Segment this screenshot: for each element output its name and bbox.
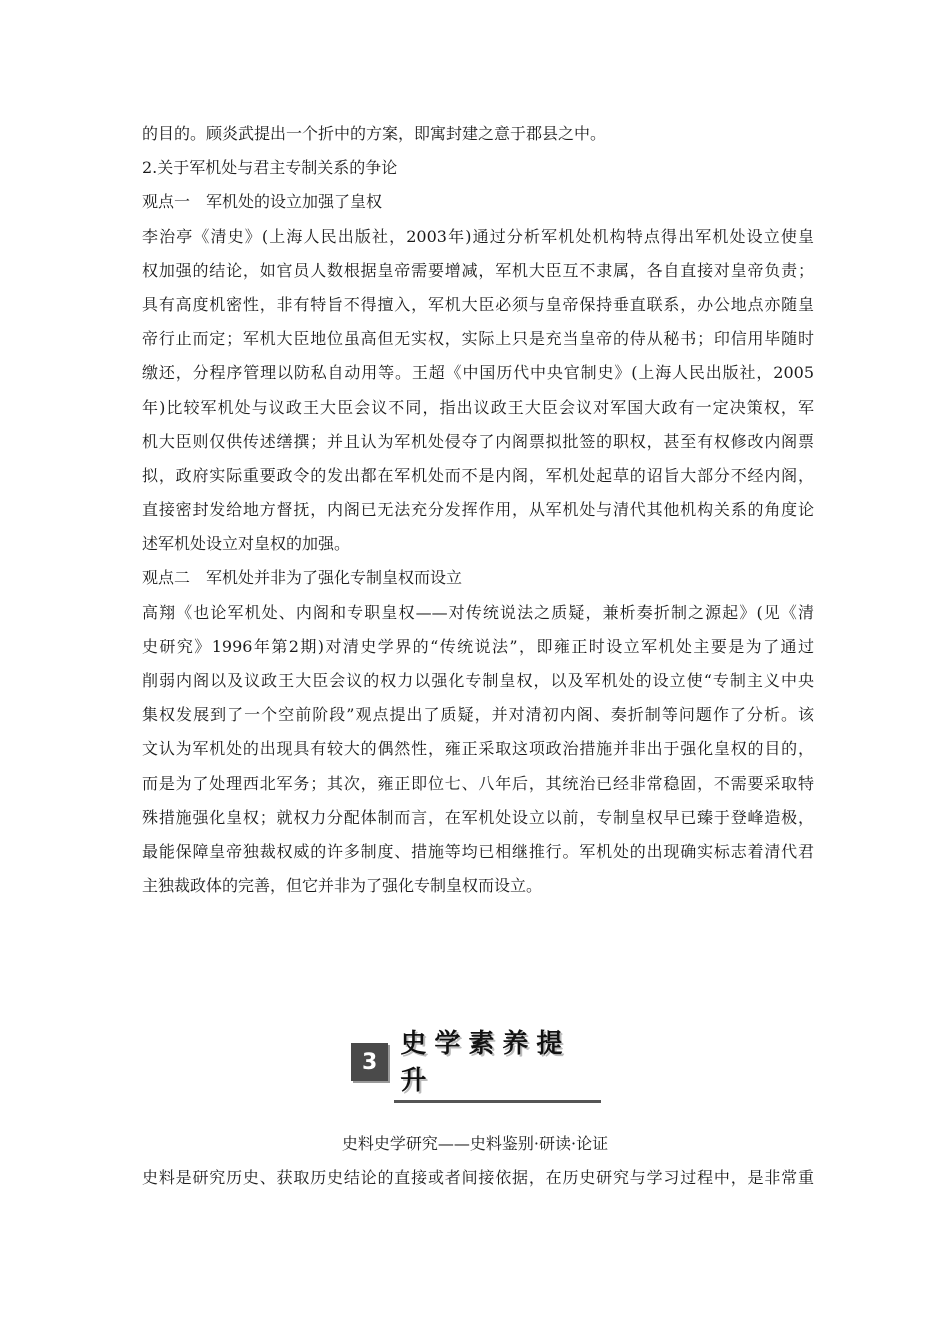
paragraph-line: 帝行止而定；军机大臣地位虽高但无实权，实际上只是充当皇帝的侍从秘书；印信用毕随时 <box>142 329 814 349</box>
paragraph-line: 文认为军机处的出现具有较大的偶然性，雍正采取这项政治措施并非出于强化皇权的目的， <box>142 739 814 759</box>
paragraph-line: 具有高度机密性，非有特旨不得擅入，军机大臣必须与皇帝保持垂直联系，办公地点亦随皇 <box>142 294 814 314</box>
paragraph-line: 的目的。顾炎武提出一个折中的方案，即寓封建之意于郡县之中。 <box>142 124 607 143</box>
paragraph-line: 李治亭《清史》(上海人民出版社，2003年)通过分析军机处机构特点得出军机处设立使皇 <box>142 226 814 246</box>
paragraph-line: 最能保障皇帝独裁权威的许多制度、措施等均已相继推行。军机处的出现确实标志着清代君 <box>142 841 814 861</box>
paragraph-line: 殊措施强化皇权；就权力分配体制而言，在军机处设立以前，专制皇权早已臻于登峰造极， <box>142 807 814 827</box>
paragraph-line: 而是为了处理西北军务；其次，雍正即位七、八年后，其统治已经非常稳固，不需要采取特 <box>142 773 814 793</box>
paragraph-line: 集权发展到了一个空前阶段”观点提出了质疑，并对清初内阁、奏折制等问题作了分析。该 <box>142 705 814 725</box>
paragraph-line: 年)比较军机处与议政王大臣会议不同，指出议政王大臣会议对军国大政有一定决策权，军 <box>142 397 814 417</box>
section-banner-title: 史学素养提升 <box>400 1023 601 1101</box>
viewpoint-heading: 观点二 军机处并非为了强化专制皇权而设立 <box>142 568 463 588</box>
body-text <box>142 124 814 910</box>
paragraph-line: 削弱内阁以及议政王大臣会议的权力以强化专制皇权，以及军机处的设立使“专制主义中央 <box>142 671 814 690</box>
section-heading: 2.关于军机处与君主专制关系的争论 <box>142 158 398 178</box>
paragraph-line: 主独裁政体的完善，但它并非为了强化专制皇权而设立。 <box>142 876 543 896</box>
paragraph-line: 高翔《也论军机处、内阁和专职皇权——对传统说法之质疑，兼析奏折制之源起》(见《清 <box>142 602 814 622</box>
paragraph-line: 权加强的结论，如官员人数根据皇帝需要增减，军机大臣互不隶属，各自直接对皇帝负责； <box>142 260 814 280</box>
paragraph-line: 述军机处设立对皇权的加强。 <box>142 534 351 554</box>
sub-heading: 史料史学研究——史料鉴别·研读·论证 <box>341 1134 609 1153</box>
paragraph-line: 拟，政府实际重要政令的发出都在军机处而不是内阁，军机处起草的诏旨大部分不经内阁， <box>142 465 814 485</box>
section-number-badge: 3 <box>351 1043 388 1081</box>
section-banner <box>351 1029 601 1096</box>
paragraph-line: 史研究》1996年第2期)对清史学界的“传统说法”，即雍正时设立军机处主要是为了通过 <box>142 636 814 656</box>
paragraph-line: 史料是研究历史、获取历史结论的直接或者间接依据，在历史研究与学习过程中，是非常重 <box>142 1168 814 1187</box>
viewpoint-heading: 观点一 军机处的设立加强了皇权 <box>142 192 383 212</box>
paragraph-line: 直接密封发给地方督抚，内阁已无法充分发挥作用，从军机处与清代其他机构关系的角度论 <box>142 500 814 520</box>
paragraph-line: 机大臣则仅供传述缮撰；并且认为军机处侵夺了内阁票拟批签的职权，甚至有权修改内阁票 <box>142 431 814 451</box>
paragraph-line: 缴还，分程序管理以防私自动用等。王超《中国历代中央官制史》(上海人民出版社，2005 <box>142 363 814 383</box>
